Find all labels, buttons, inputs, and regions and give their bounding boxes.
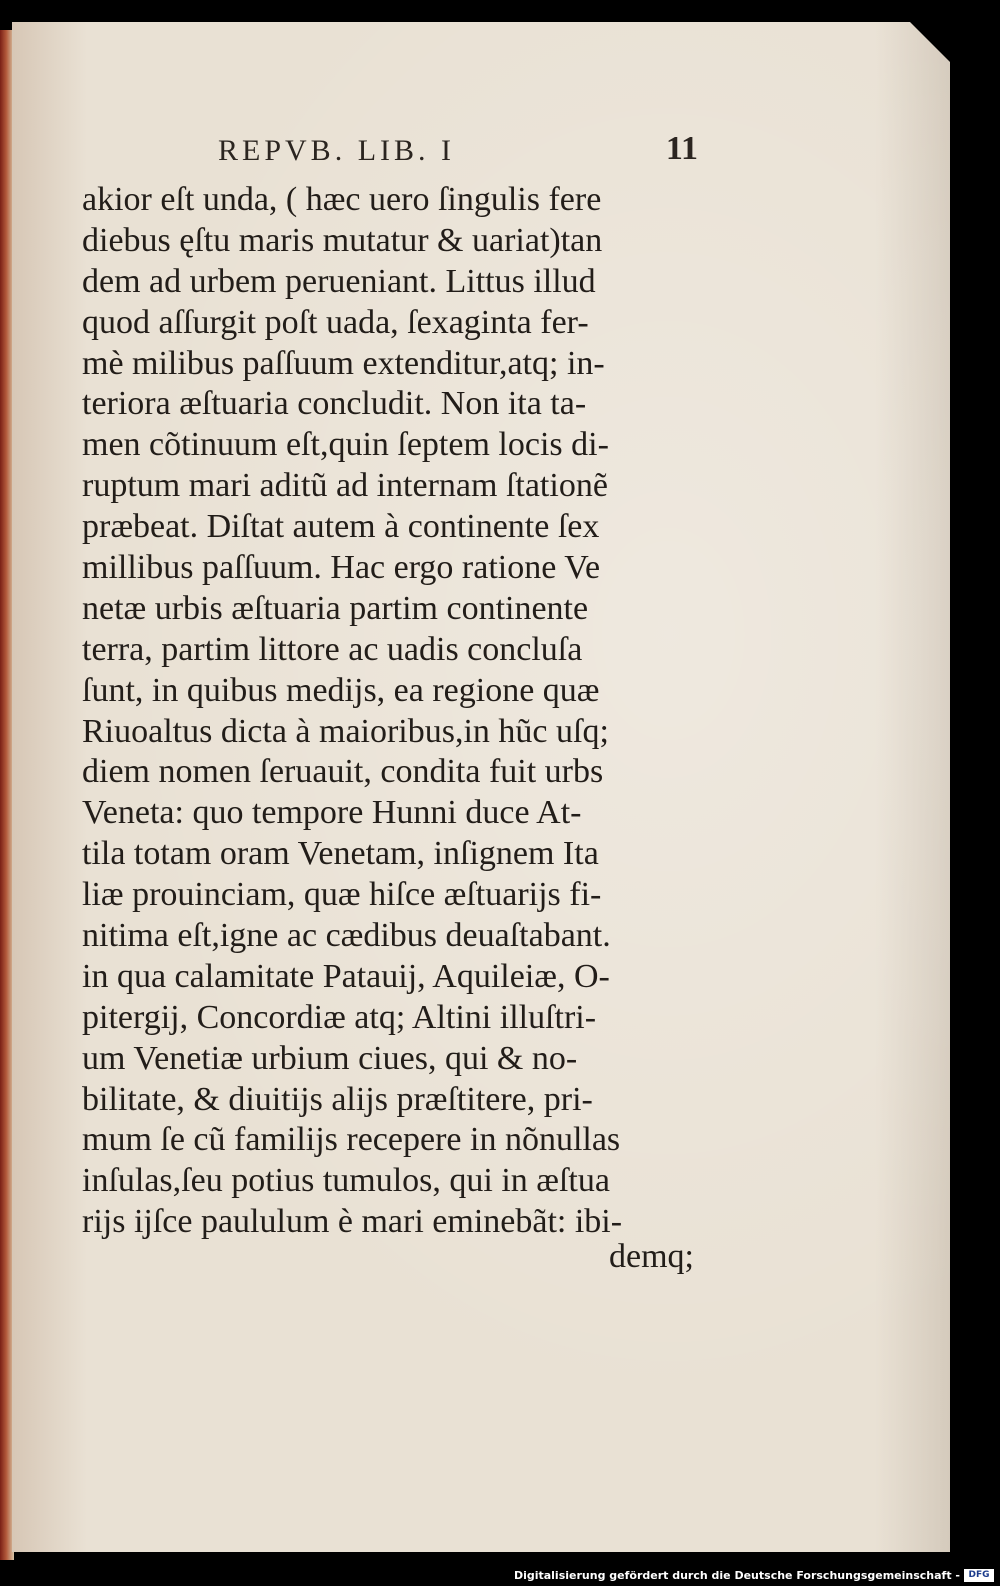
text-line: in qua calamitate Patauij, Aquileiæ, O- — [82, 957, 610, 995]
body-text — [82, 180, 694, 1243]
text-line: terra, partim littore ac uadis concluſa — [82, 630, 583, 668]
text-line: diem nomen ſeruauit, condita fuit urbs — [82, 753, 604, 791]
folio-number: 11 — [665, 130, 698, 167]
dfg-logo: DFG — [964, 1569, 994, 1582]
text-line: millibus paſſuum. Hac ergo ratione Ve — [82, 549, 601, 587]
text-line: bilitate, & diuitijs alijs præſtitere, pri- — [82, 1080, 593, 1118]
text-line: præbeat. Diſtat autem à continente ſex — [82, 508, 600, 546]
text-line: mè milibus paſſuum extenditur,atq; in- — [82, 344, 605, 382]
text-line: netæ urbis æſtuaria partim continente — [82, 589, 589, 627]
text-line: Veneta: quo tempore Hunni duce At- — [82, 794, 582, 832]
text-line: akior eſt unda, ( hæc uero ſingulis fere — [82, 181, 602, 218]
text-line: dem ad urbem perueniant. Littus illud — [82, 262, 596, 300]
digitization-credit: Digitalisierung gefördert durch die Deutsche Forschungsgemeinschaft - — [513, 1569, 960, 1582]
text-line: Riuoaltus dicta à maioribus,in hũc uſq; — [82, 712, 609, 750]
text-line: mum ſe cũ familijs recepere in nõnullas — [82, 1121, 621, 1159]
text-line: teriora æſtuaria concludit. Non ita ta- — [82, 385, 587, 423]
text-line: quod aſſurgit poſt uada, ſexaginta fer- — [82, 303, 589, 341]
text-line: pitergij, Concordiæ atq; Altini illuſtri- — [82, 998, 597, 1036]
running-title: REPVB. LIB. I — [218, 134, 456, 167]
text-line: men cõtinuum eſt,quin ſeptem locis di- — [82, 426, 609, 464]
text-line: rijs ijſce paululum è mari eminebãt: ibi- — [82, 1203, 623, 1241]
page-corner — [910, 22, 950, 62]
catchword: demq; — [609, 1238, 694, 1275]
text-line: ſunt, in quibus medijs, ea regione quæ — [82, 671, 600, 709]
text-line: diebus ęſtu maris mutatur & uariat)tan — [82, 221, 603, 259]
text-line: ruptum mari aditũ ad internam ſtationẽ — [82, 467, 608, 505]
text-line: um Venetiæ urbium ciues, qui & no- — [82, 1039, 578, 1077]
text-line: tila totam oram Venetam, inſignem Ita — [82, 835, 599, 873]
text-line: inſulas,ſeu potius tumulos, qui in æſtua — [82, 1162, 610, 1200]
text-line: liæ prouinciam, quæ hiſce æſtuarijs fi- — [82, 876, 602, 914]
text-line: nitima eſt,igne ac cædibus deuaſtabant. — [82, 917, 611, 955]
page-header — [218, 128, 698, 172]
